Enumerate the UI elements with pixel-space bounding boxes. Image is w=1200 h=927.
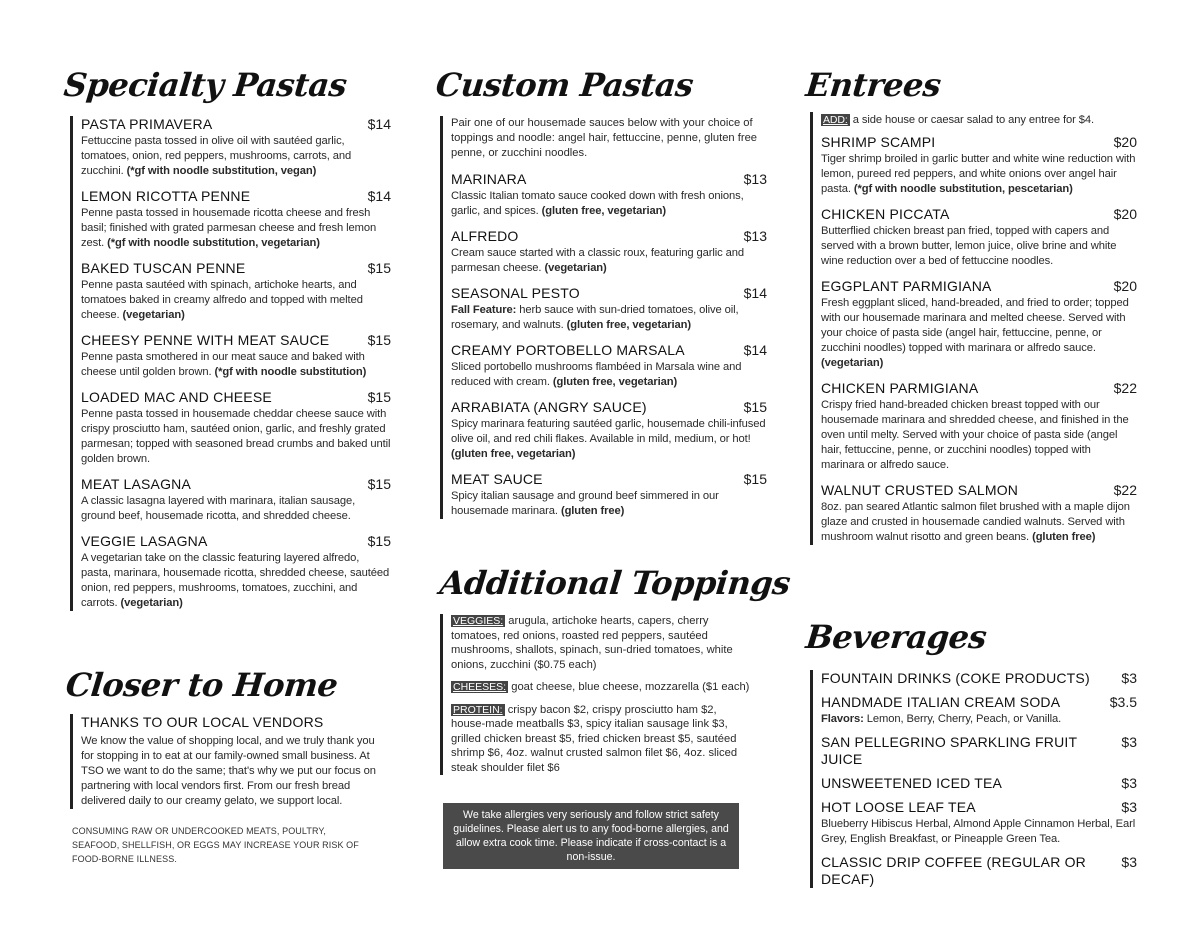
item-name: SEASONAL PESTO bbox=[451, 285, 580, 301]
menu-item bbox=[451, 171, 767, 219]
menu-item bbox=[821, 134, 1137, 197]
item-description: Fettuccine pasta tossed in olive oil with sautéed garlic, tomatoes, onion, red peppers, mushrooms, carrots, and zucchini. (*gf with noodle substitution, vegan) bbox=[81, 135, 352, 177]
menu-item bbox=[451, 399, 767, 462]
specialty-pastas-title: Specialty Pastas bbox=[62, 66, 349, 104]
item-name: CREAMY PORTOBELLO MARSALA bbox=[451, 342, 685, 358]
item-price: $15 bbox=[367, 533, 391, 549]
add-tag: ADD: bbox=[823, 114, 848, 126]
veggies-tag: VEGGIES: bbox=[453, 615, 504, 627]
beverage-item bbox=[821, 694, 1137, 727]
custom-pastas-title: Custom Pastas bbox=[434, 66, 695, 104]
item-name: PASTA PRIMAVERA bbox=[81, 116, 213, 132]
cheeses-tag: CHEESES: bbox=[453, 681, 507, 693]
beverage-item bbox=[821, 734, 1137, 768]
menu-item bbox=[81, 260, 391, 323]
item-price: $15 bbox=[367, 260, 391, 276]
item-name: VEGGIE LASAGNA bbox=[81, 533, 208, 549]
custom-pastas-list bbox=[440, 116, 767, 519]
beverage-item bbox=[821, 854, 1137, 888]
item-description: Penne pasta sautéed with spinach, artichoke hearts, and tomatoes baked in creamy alfredo and topped with melted cheese. (vegetarian) bbox=[81, 279, 363, 321]
item-name: WALNUT CRUSTED SALMON bbox=[821, 482, 1019, 498]
toppings-cheeses: CHEESES: goat cheese, blue cheese, mozzarella ($1 each) bbox=[453, 681, 750, 693]
entrees-title: Entrees bbox=[804, 66, 943, 104]
item-price: $3.5 bbox=[1109, 694, 1137, 710]
custom-pastas-intro: Pair one of our housemade sauces below with your choice of toppings and noodle: angel hair, fettuccine, penne, gluten free penne, or zucchini noodles. bbox=[451, 117, 758, 159]
item-price: $3 bbox=[1121, 799, 1137, 815]
local-vendors-text: We know the value of shopping local, and we truly thank you for stopping in to eat at our family-owned small business. At TSO we want to do the same; that's why we put our focus on partnering with local vendors first. From our fresh bread delivered daily to our creamy gelato, we support local. bbox=[81, 735, 376, 807]
item-price: $13 bbox=[743, 171, 767, 187]
item-description: Penne pasta tossed in housemade ricotta cheese and fresh basil; finished with grated parmesan cheese and fresh lemon zest. (*gf with noodle substitution, vegetarian) bbox=[81, 207, 377, 249]
item-description: A classic lasagna layered with marinara, italian sausage, ground beef, housemade ricotta, and shredded cheese. bbox=[81, 495, 356, 522]
item-name: EGGPLANT PARMIGIANA bbox=[821, 278, 992, 294]
item-description: Classic Italian tomato sauce cooked down with fresh onions, garlic, and spices. (gluten free, vegetarian) bbox=[451, 190, 744, 217]
menu-item bbox=[81, 389, 391, 467]
item-description: Sliced portobello mushrooms flambéed in Marsala wine and reduced with cream. (gluten free, vegetarian) bbox=[451, 361, 742, 388]
menu-item bbox=[81, 533, 391, 611]
item-price: $13 bbox=[743, 228, 767, 244]
item-price: $15 bbox=[367, 332, 391, 348]
additional-toppings-title: Additional Toppings bbox=[438, 564, 792, 602]
item-price: $14 bbox=[743, 342, 767, 358]
protein-tag: PROTEIN: bbox=[453, 703, 503, 716]
allergy-notice: We take allergies very seriously and follow strict safety guidelines. Please alert us to any food-borne allergies, and allow extra cook time. Please indicate if cross-contact is a non-issue. bbox=[443, 803, 739, 869]
menu-item bbox=[81, 188, 391, 251]
beverage-item bbox=[821, 670, 1137, 687]
menu-item bbox=[821, 482, 1137, 545]
beverage-item bbox=[821, 799, 1137, 847]
item-name: FOUNTAIN DRINKS (COKE PRODUCTS) bbox=[821, 670, 1090, 686]
item-price: $15 bbox=[743, 471, 767, 487]
item-name: HOT LOOSE LEAF TEA bbox=[821, 799, 976, 815]
menu-item bbox=[821, 206, 1137, 269]
item-description: Penne pasta tossed in housemade cheddar cheese sauce with crispy prosciutto ham, sautéed onion, garlic, and freshly grated parmesan; topped with seasoned bread crumbs and baked until golden brown. bbox=[81, 408, 391, 465]
item-description: Cream sauce started with a classic roux, featuring garlic and parmesan cheese. (vegetarian) bbox=[451, 247, 744, 274]
item-name: SHRIMP SCAMPI bbox=[821, 134, 936, 150]
menu-item bbox=[81, 332, 391, 380]
item-description: Butterflied chicken breast pan fried, topped with capers and served with a brown butter, lemon juice, olive brine and white wine reduction over a bed of fettuccine noodles. bbox=[821, 225, 1117, 267]
item-price: $20 bbox=[1113, 134, 1137, 150]
item-price: $3 bbox=[1121, 734, 1137, 750]
item-price: $3 bbox=[1121, 670, 1137, 686]
item-name: CHICKEN PICCATA bbox=[821, 206, 950, 222]
item-description: 8oz. pan seared Atlantic salmon filet brushed with a maple dijon glaze and crusted in housemade candied walnuts. Served with mushroom walnut risotto and green beans. (gluten free) bbox=[821, 501, 1130, 543]
item-price: $14 bbox=[367, 116, 391, 132]
food-safety-warning: CONSUMING RAW OR UNDERCOOKED MEATS, POULTRY, SEAFOOD, SHELLFISH, OR EGGS MAY INCREASE YOUR RISK OF FOOD-BORNE ILLNESS. bbox=[72, 826, 359, 864]
item-name: UNSWEETENED ICED TEA bbox=[821, 775, 1003, 791]
item-price: $3 bbox=[1121, 854, 1137, 870]
menu-item bbox=[821, 380, 1137, 473]
local-vendors-block bbox=[70, 714, 381, 809]
beverages-list bbox=[810, 670, 1137, 888]
item-price: $20 bbox=[1113, 278, 1137, 294]
toppings-veggies: VEGGIES: arugula, artichoke hearts, capers, cherry tomatoes, red onions, roasted red peppers, sautéed mushrooms, shallots, spinach, sun-dried tomatoes, white onions, zucchini ($0.75 each) bbox=[451, 615, 733, 671]
toppings-list bbox=[440, 614, 751, 775]
item-name: CLASSIC DRIP COFFEE (REGULAR OR DECAF) bbox=[821, 854, 1086, 887]
toppings-protein: PROTEIN: crispy bacon $2, crispy prosciutto ham $2, house-made meatballs $3, spicy italian sausage link $3, grilled chicken breast $5, fried chicken breast $5, sautéed shrimp $6, 4oz. walnut crusted salmon filet $6, 4oz. sliced steak shoulder filet $6 bbox=[451, 703, 738, 774]
item-description: Fall Feature: herb sauce with sun-dried tomatoes, olive oil, rosemary, and walnuts. (gluten free, vegetarian) bbox=[451, 304, 739, 331]
item-description: Fresh eggplant sliced, hand-breaded, and fried to order; topped with our housemade marinara and melted cheese. Served with your choice of pasta side (angel hair, fettuccine, penne, or zucchini noodles) topped with marinara or alfredo sauce. (vegetarian) bbox=[821, 297, 1129, 369]
menu-item bbox=[451, 471, 767, 519]
menu-item bbox=[81, 116, 391, 179]
item-description: Flavors: Lemon, Berry, Cherry, Peach, or Vanilla. bbox=[821, 713, 1062, 725]
menu-item bbox=[451, 228, 767, 276]
item-name: ARRABIATA (ANGRY SAUCE) bbox=[451, 399, 647, 415]
item-price: $20 bbox=[1113, 206, 1137, 222]
item-description: Spicy marinara featuring sautéed garlic, housemade chili-infused olive oil, and red chili flakes. Available in mild, medium, or hot! (gluten free, vegetarian) bbox=[451, 418, 766, 460]
item-name: SAN PELLEGRINO SPARKLING FRUIT JUICE bbox=[821, 734, 1077, 767]
add-salad-note: ADD: a side house or caesar salad to any entree for $4. bbox=[823, 114, 1094, 126]
item-description: Blueberry Hibiscus Herbal, Almond Apple Cinnamon Herbal, Earl Grey, English Breakfast, or Pineapple Green Tea. bbox=[821, 818, 1136, 845]
item-name: MEAT SAUCE bbox=[451, 471, 543, 487]
closer-to-home-title: Closer to Home bbox=[64, 666, 340, 704]
item-price: $14 bbox=[367, 188, 391, 204]
item-price: $22 bbox=[1113, 482, 1137, 498]
item-name: MEAT LASAGNA bbox=[81, 476, 192, 492]
item-name: CHICKEN PARMIGIANA bbox=[821, 380, 979, 396]
beverage-item bbox=[821, 775, 1137, 792]
item-name: MARINARA bbox=[451, 171, 527, 187]
item-name: LOADED MAC AND CHEESE bbox=[81, 389, 272, 405]
menu-item bbox=[451, 342, 767, 390]
menu-item bbox=[81, 476, 391, 524]
item-name: BAKED TUSCAN PENNE bbox=[81, 260, 246, 276]
item-price: $15 bbox=[367, 389, 391, 405]
item-name: CHEESY PENNE WITH MEAT SAUCE bbox=[81, 332, 330, 348]
item-description: Crispy fried hand-breaded chicken breast topped with our housemade marinara and shredded cheese, and finished in the oven until melty. Served with your choice of pasta side (angel hair, fettuccine, penne, or zucchini noodles) topped with marinara or alfredo sauce. bbox=[821, 399, 1129, 471]
item-price: $15 bbox=[743, 399, 767, 415]
item-price: $15 bbox=[367, 476, 391, 492]
local-vendors-heading: THANKS TO OUR LOCAL VENDORS bbox=[81, 714, 324, 730]
menu-item bbox=[451, 285, 767, 333]
item-description: Tiger shrimp broiled in garlic butter and white wine reduction with lemon, pureed red peppers, and white onions over angel hair pasta. (*gf with noodle substitution, pescetarian) bbox=[821, 153, 1136, 195]
item-name: LEMON RICOTTA PENNE bbox=[81, 188, 251, 204]
item-description: Spicy italian sausage and ground beef simmered in our housemade marinara. (gluten free) bbox=[451, 490, 719, 517]
specialty-pastas-list bbox=[70, 116, 391, 611]
item-description: A vegetarian take on the classic featuring layered alfredo, pasta, marinara, housemade ricotta, shredded cheese, sautéed onion, red peppers, mushrooms, tomatoes, zucchini, and carrots. (vegetarian) bbox=[81, 552, 390, 609]
entrees-list bbox=[810, 112, 1137, 545]
item-price: $22 bbox=[1113, 380, 1137, 396]
item-name: ALFREDO bbox=[451, 228, 519, 244]
item-price: $3 bbox=[1121, 775, 1137, 791]
menu-item bbox=[821, 278, 1137, 371]
item-description: Penne pasta smothered in our meat sauce and baked with cheese until golden brown. (*gf with noodle substitution) bbox=[81, 351, 367, 378]
beverages-title: Beverages bbox=[804, 618, 989, 656]
item-name: HANDMADE ITALIAN CREAM SODA bbox=[821, 694, 1061, 710]
item-price: $14 bbox=[743, 285, 767, 301]
